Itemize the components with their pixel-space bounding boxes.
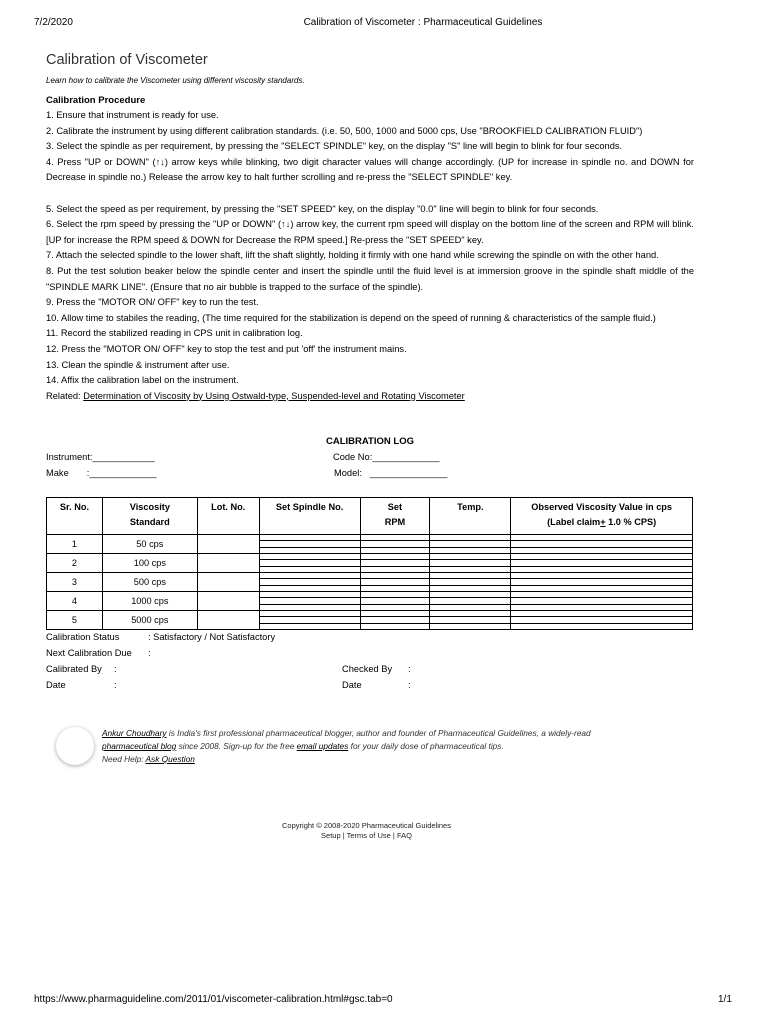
row-observed-value xyxy=(511,535,693,554)
ask-question-link[interactable]: Ask Question xyxy=(145,754,195,764)
row-viscosity-standard: 100 cps xyxy=(102,554,197,573)
row-observed-value xyxy=(511,592,693,611)
make-label: Make xyxy=(46,468,69,478)
header-observed-viscosity: Observed Viscosity Value in cps (Label claim+ 1.0 % CPS) xyxy=(511,498,693,535)
row-temp xyxy=(430,573,511,592)
related-link[interactable]: Determination of Viscosity by Using Ostwald-type, Suspended-level and Rotating Viscometer xyxy=(83,390,465,401)
model-field xyxy=(334,468,447,478)
copyright-links: Setup | Terms of Use | FAQ xyxy=(321,831,412,840)
table-row xyxy=(47,592,693,611)
row-sr-no: 4 xyxy=(47,592,103,611)
step-4: 4. Press "UP or DOWN" (↑↓) arrow keys while blinking, two digit character values will change accordingly. (UP for increase in spindle no. and DOWN for Decrease in spindle no.) Release the arrow key to halt further scrolling and re-press the "SELECT SPINDLE" key. xyxy=(46,156,694,183)
checked-date-colon: : xyxy=(408,680,411,690)
procedure-heading: Calibration Procedure xyxy=(46,95,146,106)
row-lot-no xyxy=(197,611,259,630)
row-set-rpm xyxy=(360,554,430,573)
row-temp xyxy=(430,592,511,611)
row-viscosity-standard: 500 cps xyxy=(102,573,197,592)
make-colon: : xyxy=(86,468,90,478)
row-set-spindle xyxy=(259,554,360,573)
row-set-spindle xyxy=(259,535,360,554)
row-temp xyxy=(430,535,511,554)
code-field xyxy=(333,452,440,462)
table-row xyxy=(47,554,693,573)
next-due-colon: : xyxy=(148,648,151,658)
checked-by-colon: : xyxy=(408,664,411,674)
row-sr-no: 5 xyxy=(47,611,103,630)
checked-date-label: Date xyxy=(342,680,362,690)
row-lot-no xyxy=(197,592,259,611)
model-blank: _______________ xyxy=(369,468,448,478)
author-name-link[interactable]: Ankur Choudhary xyxy=(102,728,167,738)
need-help-label: Need Help: xyxy=(102,754,146,764)
author-avatar xyxy=(56,727,94,765)
header-viscosity-standard: Viscosity Standard xyxy=(102,498,197,535)
email-updates-link[interactable]: email updates xyxy=(296,741,349,751)
step-9: 9. Press the "MOTOR ON/ OFF" key to run the test. xyxy=(46,297,259,308)
row-viscosity-standard: 5000 cps xyxy=(102,611,197,630)
log-title: CALIBRATION LOG xyxy=(326,436,414,447)
calibration-log-table xyxy=(46,497,693,630)
step-5: 5. Select the speed as per requirement, by pressing the "SET SPEED" key, on the display "0.0" line will begin to blink for four seconds. xyxy=(46,203,599,214)
code-blank: _____________ xyxy=(372,452,440,462)
article-title: Calibration of Viscometer xyxy=(46,52,208,68)
row-set-rpm xyxy=(360,573,430,592)
row-lot-no xyxy=(197,554,259,573)
calibrated-by-colon: : xyxy=(114,664,117,674)
step-11: 11. Record the stabilized reading in CPS unit in calibration log. xyxy=(46,328,303,339)
table-row xyxy=(47,611,693,630)
faq-link[interactable]: FAQ xyxy=(396,831,412,840)
step-2: 2. Calibrate the instrument by using different calibration standards. (i.e. 50, 500, 1000 and 5000 cps, Use "BROOKFIELD CALIBRATION FLUID") xyxy=(46,125,643,136)
row-lot-no xyxy=(197,573,259,592)
calibration-status-label: Calibration Status xyxy=(46,632,120,642)
step-8: 8. Put the test solution beaker below the spindle center and insert the spindle until the fluid level is at immersion groove in the spindle shaft middle of the "SPINDLE MARK LINE". (Ensure that no air bubble is trapped to the surface of the spindle). xyxy=(46,265,694,292)
procedure-steps xyxy=(46,108,694,404)
row-set-rpm xyxy=(360,535,430,554)
row-observed-value xyxy=(511,573,693,592)
make-field xyxy=(46,468,157,478)
header-temp: Temp. xyxy=(430,498,511,535)
row-set-rpm xyxy=(360,611,430,630)
calibration-status-value: : Satisfactory / Not Satisfactory xyxy=(148,632,276,642)
print-url: https://www.pharmaguideline.com/2011/01/viscometer-calibration.html#gsc.tab=0 xyxy=(34,994,393,1005)
instrument-blank: ____________ xyxy=(92,452,155,462)
row-set-spindle xyxy=(259,573,360,592)
step-3: 3. Select the spindle as per requirement, by pressing the "SELECT SPINDLE" key, on the display "S" line will begin to blink for four seconds. xyxy=(46,141,623,152)
header-sr-no: Sr. No. xyxy=(47,498,103,535)
row-observed-value xyxy=(511,611,693,630)
row-sr-no: 3 xyxy=(47,573,103,592)
table-header-row xyxy=(47,498,693,535)
row-temp xyxy=(430,554,511,573)
row-sr-no: 1 xyxy=(47,535,103,554)
calibrated-date-label: Date xyxy=(46,680,66,690)
row-viscosity-standard: 50 cps xyxy=(102,535,197,554)
step-7: 7. Attach the selected spindle to the lower shaft, lift the shaft slightly, holding it firmly with one hand while screwing the spindle on with the other hand. xyxy=(46,250,659,261)
print-date: 7/2/2020 xyxy=(34,17,73,28)
table-row xyxy=(47,573,693,592)
instrument-label: Instrument: xyxy=(46,452,93,462)
row-set-spindle xyxy=(259,592,360,611)
author-bio: Ankur Choudhary is India's first professional pharmaceutical blogger, author and founder of Pharmaceutical Guidelines, a widely-read pharmaceutical blog since 2008. Sign-up for the free email updates for your daily dose of pharmaceutical tips. Need Help: Ask Question xyxy=(102,728,591,764)
table-row xyxy=(47,535,693,554)
step-12: 12. Press the "MOTOR ON/ OFF" key to stop the test and put 'off' the instrument mains. xyxy=(46,343,407,354)
next-due-label: Next Calibration Due xyxy=(46,648,132,658)
step-10: 10. Allow time to stabiles the reading, (The time required for the stabilization is depend on the speed of running & characteristics of the sample fluid.) xyxy=(46,312,656,323)
row-lot-no xyxy=(197,535,259,554)
related-label: Related: xyxy=(46,390,81,401)
instrument-field xyxy=(46,452,155,462)
calibrated-date-colon: : xyxy=(114,680,117,690)
step-14: 14. Affix the calibration label on the instrument. xyxy=(46,375,239,386)
row-temp xyxy=(430,611,511,630)
row-observed-value xyxy=(511,554,693,573)
row-sr-no: 2 xyxy=(47,554,103,573)
row-set-rpm xyxy=(360,592,430,611)
article-subtitle: Learn how to calibrate the Viscometer using different viscosity standards. xyxy=(46,76,305,85)
header-lot-no: Lot. No. xyxy=(197,498,259,535)
calibrated-by-label: Calibrated By xyxy=(46,664,102,674)
make-blank: _____________ xyxy=(89,468,157,478)
row-viscosity-standard: 1000 cps xyxy=(102,592,197,611)
step-1: 1. Ensure that instrument is ready for use. xyxy=(46,110,219,120)
setup-link[interactable]: Setup xyxy=(321,831,341,840)
related-line xyxy=(46,389,694,405)
row-set-spindle xyxy=(259,611,360,630)
step-13: 13. Clean the spindle & instrument after use. xyxy=(46,359,230,370)
print-page-number: 1/1 xyxy=(718,994,732,1005)
blog-link[interactable]: pharmaceutical blog xyxy=(102,741,177,751)
step-6: 6. Select the rpm speed by pressing the "UP or DOWN" (↑↓) arrow key, the current rpm speed will display on the bottom line of the screen and RPM will blink. [UP for increase the RPM speed & DOWN for Decrease the RPM speed.] Re-press the "SET SPEED" key. xyxy=(46,219,694,245)
print-page-title: Calibration of Viscometer : Pharmaceutical Guidelines xyxy=(303,17,543,28)
terms-link[interactable]: Terms of Use xyxy=(346,831,391,840)
header-set-rpm: Set RPM xyxy=(360,498,430,535)
checked-by-label: Checked By xyxy=(342,664,393,674)
header-set-spindle: Set Spindle No. xyxy=(259,498,360,535)
code-label: Code No: xyxy=(333,452,373,462)
model-label: Model: xyxy=(334,468,362,478)
copyright-line: Copyright © 2008-2020 Pharmaceutical Guidelines xyxy=(282,821,451,830)
